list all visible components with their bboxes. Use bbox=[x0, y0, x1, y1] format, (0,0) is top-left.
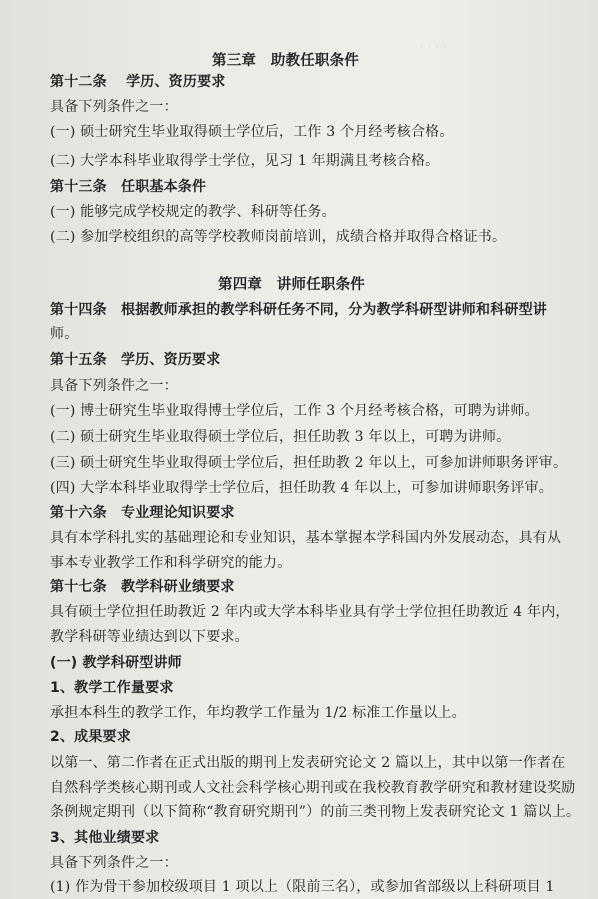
section-1-3-intro: 具备下列条件之一： bbox=[50, 855, 178, 871]
article-14-line-1 bbox=[50, 301, 547, 319]
section-1-heading: (一) 教学科研型讲师 bbox=[50, 655, 182, 671]
article-17-line-2: 教学科研等业绩达到以下要求。 bbox=[50, 629, 249, 645]
section-1-1-body: 承担本科生的教学工作，年均教学工作量为 1/2 标准工作量以上。 bbox=[50, 705, 466, 721]
section-1-2-line-1: 以第一、第二作者在正式出版的期刊上发表研究论文 2 篇以上，其中以第一作者在 bbox=[50, 755, 566, 771]
section-1-2-line-3: 条例规定期刊（以下简称“教育研究期刊”）的前三类刊物上发表研究论文 1 篇以上。 bbox=[50, 804, 581, 820]
article-16-heading: 第十六条 专业理论知识要求 bbox=[50, 505, 235, 521]
article-12-item-1: (一) 硕士研究生毕业取得硕士学位后，工作 3 个月经考核合格。 bbox=[50, 124, 454, 140]
article-13-heading: 第十三条 任职基本条件 bbox=[50, 179, 207, 195]
chapter-3-title: 第三章 助教任职条件 bbox=[212, 53, 359, 69]
article-15-item-1: (一) 博士研究生毕业取得博士学位后，工作 3 个月经考核合格，可聘为讲师。 bbox=[50, 403, 539, 419]
article-15-intro: 具备下列条件之一： bbox=[50, 378, 178, 394]
section-1-2-heading: 2、成果要求 bbox=[50, 729, 131, 745]
section-1-2-line-2: 自然科学类核心期刊或人文社会科学核心期刊或在我校教育教学研究和教材建设奖励 bbox=[50, 780, 576, 796]
article-16-line-2: 事本专业教学工作和科学研究的能力。 bbox=[50, 555, 292, 571]
article-15-item-3: (三) 硕士研究生毕业取得硕士学位后，担任助教 2 年以上，可参加讲师职务评审。 bbox=[50, 455, 568, 471]
section-1-1-heading: 1、教学工作量要求 bbox=[50, 680, 174, 696]
section-1-3-item-1: (1) 作为骨干参加校级项目 1 项以上（限前三名），或参加省部级以上科研项目 1 bbox=[50, 879, 555, 895]
article-17-line-1: 具有硕士学位担任助教近 2 年内或大学本科毕业具有学士学位担任助教近 4 年内， bbox=[50, 604, 570, 620]
article-15-item-2: (二) 硕士研究生毕业取得硕士学位后，担任助教 3 年以上，可聘为讲师。 bbox=[50, 429, 511, 445]
article-17-heading: 第十七条 教学科研业绩要求 bbox=[50, 579, 235, 595]
article-13-item-2: (二) 参加学校组织的高等学校教师岗前培训，成绩合格并取得合格证书。 bbox=[50, 229, 507, 245]
article-13-item-1: (一) 能够完成学校规定的教学、科研等任务。 bbox=[50, 204, 336, 220]
article-12-item-2: (二) 大学本科毕业取得学士学位，见习 1 年期满且考核合格。 bbox=[50, 153, 440, 169]
article-12-intro: 具备下列条件之一： bbox=[50, 99, 178, 115]
article-16-line-1: 具有本学科扎实的基础理论和专业知识，基本掌握本学科国内外发展动态，具有从 bbox=[50, 530, 562, 546]
article-14-text: 第十四条 根据教师承担的教学科研任务不同，分为教学科研型讲师和科研型讲 bbox=[50, 302, 547, 318]
show-through-text: · · · · bbox=[420, 40, 447, 54]
article-14-line-2: 师。 bbox=[50, 326, 79, 342]
article-15-heading: 第十五条 学历、资历要求 bbox=[50, 352, 221, 368]
article-12-heading: 第十二条 学历、资历要求 bbox=[50, 74, 226, 90]
section-1-3-heading: 3、其他业绩要求 bbox=[50, 830, 160, 846]
article-15-item-4: (四) 大学本科毕业取得学士学位后，担任助教 4 年以上，可参加讲师职务评审。 bbox=[50, 480, 553, 496]
chapter-4-title: 第四章 讲师任职条件 bbox=[218, 277, 365, 293]
